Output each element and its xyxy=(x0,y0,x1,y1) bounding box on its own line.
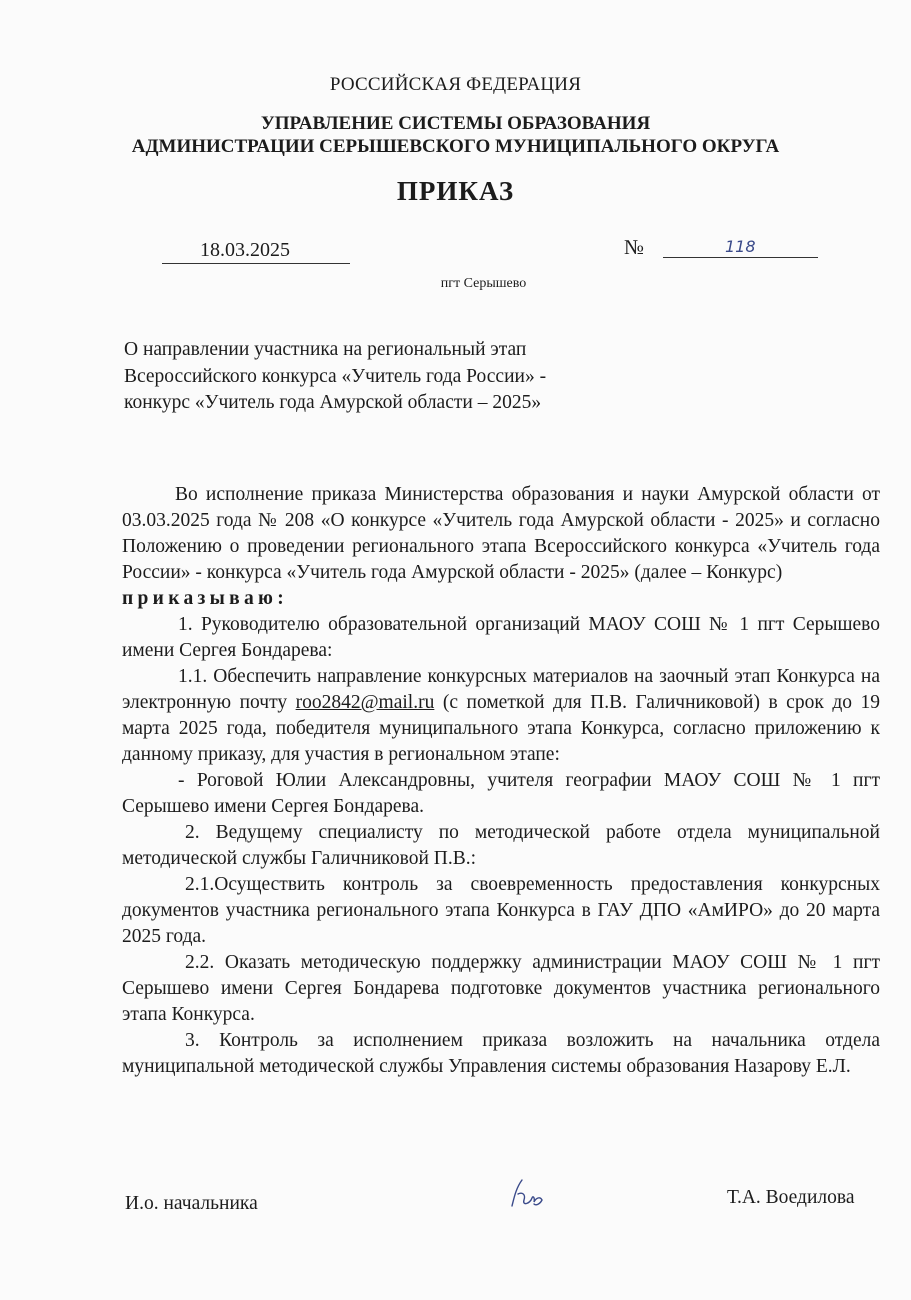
item-1-1-text-start: 1.1. Обеспечить направление конкурсных материалов на заочный этап Конкурса на электронную почту xyxy=(122,666,880,713)
handwritten-signature xyxy=(500,1168,550,1218)
preamble-paragraph: Во исполнение приказа Министерства образования и науки Амурской области от 03.03.2025 года № 208 «О конкурсе «Учитель года Амурской области - 2025» и согласно Положению о проведении регионального этапа Всероссийского конкурса «Учитель года России» - конкурса «Учитель года Амурской области - 2025» (далее – Конкурс) xyxy=(122,484,880,583)
participant-item: - Роговой Юлии Александровны, учителя географии МАОУ СОШ № 1 пгт Серышево имени Сергея Бондарева. xyxy=(122,770,880,817)
order-number-field xyxy=(663,239,818,258)
number-sign: № xyxy=(624,235,645,259)
document-title: ПРИКАЗ xyxy=(396,176,515,206)
item-2-2: 2.2. Оказать методическую поддержку администрации МАОУ СОШ № 1 пгт Серышево имени Сергея Бондарева подготовке документов участника регионального этапа Конкурса. xyxy=(122,952,880,1025)
item-2-1: 2.1.Осуществить контроль за своевременность предоставления конкурсных документов участника регионального этапа Конкурса в ГАУ ДПО «АмИРО» до 20 марта 2025 года. xyxy=(122,874,880,947)
organization-heading-line2: АДМИНИСТРАЦИИ СЕРЫШЕВСКОГО МУНИЦИПАЛЬНОГО ОКРУГА xyxy=(131,136,780,157)
order-date: 18.03.2025 xyxy=(200,239,290,261)
item-2: 2. Ведущему специалисту по методической работе отдела муниципальной методической службы Галичниковой П.В.: xyxy=(122,822,880,869)
email-link[interactable]: roo2842@mail.ru xyxy=(295,692,435,713)
item-1: 1. Руководителю образовательной организаций МАОУ СОШ № 1 пгт Серышево имени Сергея Бондарева: xyxy=(122,614,880,661)
place-of-issue: пгт Серышево xyxy=(440,276,527,291)
order-body xyxy=(122,482,880,1080)
signatory-name: Т.А. Воедилова xyxy=(727,1187,855,1208)
signatory-position: И.о. начальника xyxy=(125,1193,258,1214)
date-field xyxy=(162,239,350,264)
item-1-1 xyxy=(122,664,880,768)
item-1-1-text-end: (с пометкой для П.В. Галичниковой) в срок до 19 марта 2025 года, победителя муниципального этапа Конкурса, согласно приложению к данному приказу, для участия в региональном этапе: xyxy=(122,692,881,765)
order-number-handwritten: 118 xyxy=(725,237,756,256)
item-3: 3. Контроль за исполнением приказа возложить на начальника отдела муниципальной методической службы Управления системы образования Назарову Е.Л. xyxy=(122,1030,880,1077)
organization-heading-line1: УПРАВЛЕНИЕ СИСТЕМЫ ОБРАЗОВАНИЯ xyxy=(260,113,651,134)
order-subject: О направлении участника на региональный этап Всероссийского конкурса «Учитель года России» - конкурс «Учитель года Амурской области – 2025» xyxy=(124,339,547,413)
country-heading: РОССИЙСКАЯ ФЕДЕРАЦИЯ xyxy=(329,74,582,95)
order-word: приказываю: xyxy=(122,588,289,609)
